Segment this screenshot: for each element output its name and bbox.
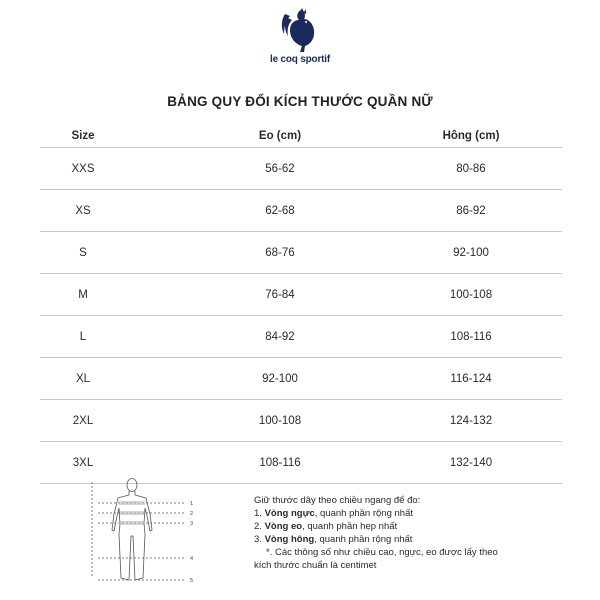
hip-cell: 86-92 <box>456 204 486 217</box>
table-row <box>40 274 562 316</box>
mark-2: 2 <box>190 511 194 517</box>
measurement-notes <box>254 494 574 572</box>
waist-cell: 100-108 <box>258 414 302 427</box>
hip-cell: 80-86 <box>456 162 486 175</box>
waist-cell: 76-84 <box>265 288 295 301</box>
note-number: 1. <box>254 508 262 519</box>
size-table <box>40 124 562 484</box>
size-cell: M <box>78 288 88 301</box>
header-hip: Hông (cm) <box>442 129 500 142</box>
waist-cell: 68-76 <box>265 246 295 259</box>
size-cell: XXS <box>71 162 95 175</box>
note-number: 2. <box>254 521 262 532</box>
footnote-line-2: kích thước chuẩn là centimet <box>254 560 377 571</box>
hip-cell: 108-116 <box>450 330 492 343</box>
page-title: BẢNG QUY ĐỔI KÍCH THƯỚC QUẦN NỮ <box>167 94 433 109</box>
hip-cell: 132-140 <box>449 456 493 469</box>
note-item <box>254 507 574 520</box>
note-desc: , quanh phần rộng nhất <box>314 534 413 545</box>
table-header-row <box>40 124 562 148</box>
hip-cell: 92-100 <box>453 246 489 259</box>
header-waist: Eo (cm) <box>258 129 302 142</box>
waist-cell: 84-92 <box>265 330 295 343</box>
waist-cell: 56-62 <box>265 162 295 175</box>
header-size: Size <box>71 129 95 142</box>
table-row <box>40 400 562 442</box>
mark-5: 5 <box>190 578 194 584</box>
notes-intro: Giữ thước dây theo chiều ngang để đo: <box>254 495 421 506</box>
waist-cell: 62-68 <box>265 204 295 217</box>
hip-cell: 124-132 <box>449 414 493 427</box>
waist-cell: 92-100 <box>262 372 298 385</box>
hip-cell: 100-108 <box>449 288 493 301</box>
note-term: Vòng ngực <box>264 508 315 519</box>
rooster-icon <box>280 8 320 54</box>
note-desc: , quanh phần rộng nhất <box>314 508 413 519</box>
note-term: Vòng hông <box>264 534 315 545</box>
size-cell: 3XL <box>72 456 94 469</box>
note-item <box>254 533 574 546</box>
size-cell: XS <box>75 204 91 217</box>
hip-cell: 116-124 <box>450 372 492 385</box>
note-item <box>254 520 574 533</box>
body-measurement-figure <box>86 474 206 592</box>
table-row <box>40 190 562 232</box>
size-cell: 2XL <box>72 414 94 427</box>
mark-3: 3 <box>190 521 194 527</box>
size-cell: S <box>79 246 87 259</box>
size-cell: XL <box>75 372 91 385</box>
table-row <box>40 148 562 190</box>
note-number: 3. <box>254 534 262 545</box>
brand-name: le coq sportif <box>270 54 330 65</box>
footnote-line-1: *. Các thông số như chiều cao, ngực, eo được lấy theo <box>266 547 498 558</box>
table-row <box>40 232 562 274</box>
note-desc: , quanh phần hẹp nhất <box>302 521 398 532</box>
mark-4: 4 <box>190 556 194 562</box>
body-outline-icon <box>86 474 206 592</box>
waist-cell: 108-116 <box>259 456 301 469</box>
table-row <box>40 316 562 358</box>
mark-1: 1 <box>190 501 194 507</box>
size-cell: L <box>79 330 87 343</box>
note-term: Vòng eo <box>264 521 303 532</box>
table-row <box>40 358 562 400</box>
brand-logo <box>0 8 600 54</box>
